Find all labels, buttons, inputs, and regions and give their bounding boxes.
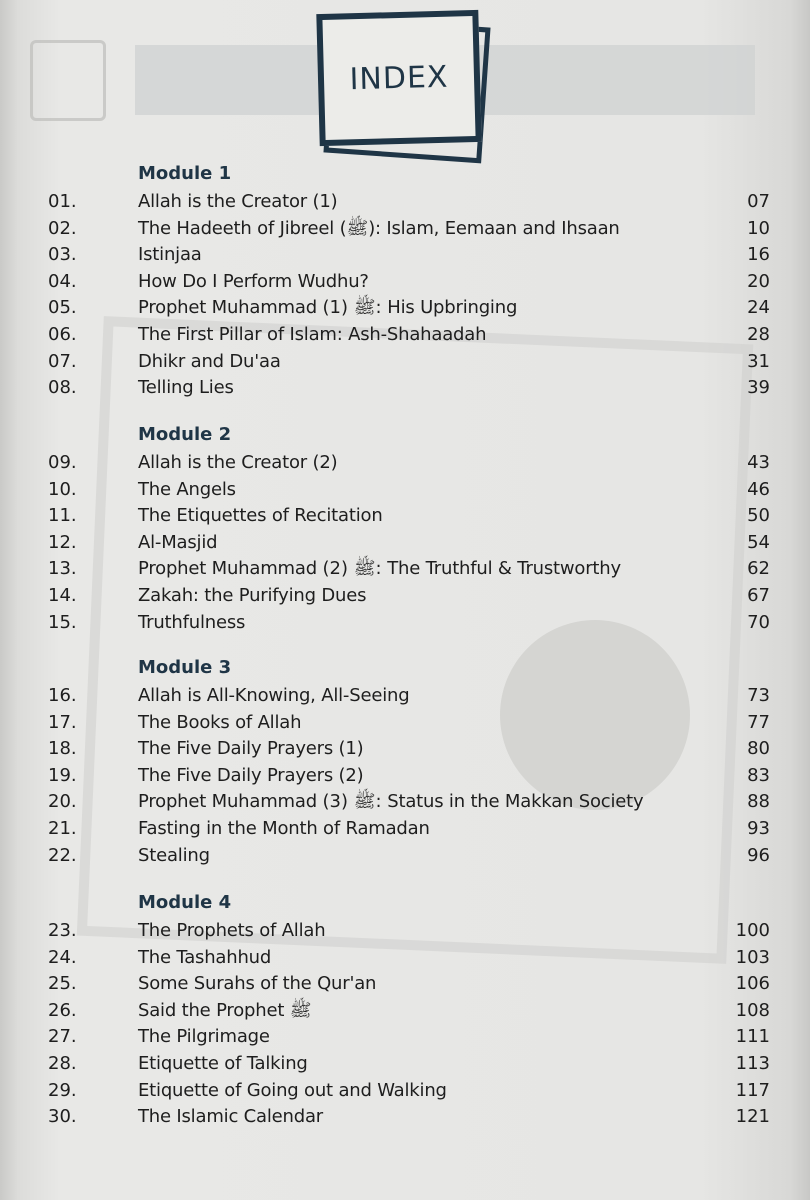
entry-page-number: 83 xyxy=(747,764,770,786)
entry-page-number: 28 xyxy=(747,324,770,345)
toc-entry xyxy=(0,918,810,944)
entry-title: How Do I Perform Wudhu? xyxy=(138,270,369,292)
entry-number: 13. xyxy=(48,558,77,580)
toc-entry xyxy=(0,971,810,997)
toc-entry xyxy=(0,295,810,321)
entry-title: The First Pillar of Islam: Ash-Shahaadah xyxy=(138,324,487,345)
entry-page-number: 117 xyxy=(735,1079,770,1101)
entry-page-number: 80 xyxy=(747,738,770,760)
entry-number: 27. xyxy=(48,1026,77,1048)
toc-entry xyxy=(0,763,810,789)
entry-number: 03. xyxy=(48,244,77,266)
toc-entry xyxy=(0,1024,810,1050)
entry-title: Allah is the Creator (2) xyxy=(138,452,338,473)
toc-entry xyxy=(0,216,810,242)
toc-entry xyxy=(0,1051,810,1077)
entry-number: 07. xyxy=(48,350,77,372)
entry-title: Al-Masjid xyxy=(138,531,218,553)
entry-page-number: 70 xyxy=(747,611,770,633)
entry-number: 14. xyxy=(48,585,77,606)
entry-page-number: 106 xyxy=(735,973,770,995)
entry-title: The Pilgrimage xyxy=(138,1026,270,1048)
entry-number: 11. xyxy=(48,505,77,527)
entry-page-number: 20 xyxy=(747,270,770,292)
entry-title: Said the Prophet ﷺ xyxy=(138,999,312,1021)
entry-title: Stealing xyxy=(138,844,210,866)
entry-title: Some Surahs of the Qur'an xyxy=(138,973,377,995)
entry-title: Prophet Muhammad ﷺ (3): Status in the Makkan Society xyxy=(138,791,644,813)
entry-page-number: 88 xyxy=(747,791,770,813)
entry-page-number: 07 xyxy=(747,191,770,212)
entry-page-number: 31 xyxy=(747,350,770,372)
entry-page-number: 121 xyxy=(735,1106,770,1128)
entry-page-number: 62 xyxy=(747,558,770,580)
entry-number: 26. xyxy=(48,999,77,1021)
entry-title: Istinjaa xyxy=(138,244,202,266)
entry-page-number: 103 xyxy=(735,946,770,968)
entry-number: 17. xyxy=(48,711,77,733)
entry-number: 12. xyxy=(48,531,77,553)
module-heading: Module 4 xyxy=(138,892,232,913)
entry-title: Allah is All-Knowing, All-Seeing xyxy=(138,685,410,706)
toc-entry xyxy=(0,583,810,609)
entry-page-number: 108 xyxy=(735,999,770,1021)
entry-page-number: 96 xyxy=(747,844,770,866)
toc-entry xyxy=(0,816,810,842)
entry-number: 24. xyxy=(48,946,77,968)
entry-number: 20. xyxy=(48,791,77,813)
entry-page-number: 39 xyxy=(747,377,770,399)
entry-title: The Five Daily Prayers (2) xyxy=(138,764,364,786)
toc-entry xyxy=(0,503,810,529)
module-heading: Module 3 xyxy=(138,657,232,678)
entry-title: The Etiquettes of Recitation xyxy=(138,505,383,527)
toc-entry xyxy=(0,945,810,971)
entry-page-number: 100 xyxy=(735,920,770,941)
entry-title: Zakah: the Purifying Dues xyxy=(138,585,367,606)
toc-entry xyxy=(0,843,810,869)
toc-entry xyxy=(0,322,810,348)
toc-entry xyxy=(0,710,810,736)
entry-number: 29. xyxy=(48,1079,77,1101)
entry-number: 18. xyxy=(48,738,77,760)
toc-entry xyxy=(0,242,810,268)
index-title-frame xyxy=(316,10,481,146)
toc-entry xyxy=(0,269,810,295)
entry-page-number: 24 xyxy=(747,297,770,319)
entry-page-number: 73 xyxy=(747,685,770,706)
entry-number: 08. xyxy=(48,377,77,399)
entry-page-number: 77 xyxy=(747,711,770,733)
entry-title: Etiquette of Going out and Walking xyxy=(138,1079,447,1101)
entry-number: 28. xyxy=(48,1053,77,1074)
toc-entry xyxy=(0,189,810,215)
toc-entry xyxy=(0,610,810,636)
entry-number: 16. xyxy=(48,685,77,706)
entry-title: The Hadeeth of Jibreel (ﷺ): Islam, Eemaan and Ihsaan xyxy=(138,217,620,239)
entry-title: Dhikr and Du'aa xyxy=(138,350,281,372)
entry-title: The Books of Allah xyxy=(138,711,302,733)
entry-number: 19. xyxy=(48,764,77,786)
toc-entry xyxy=(0,349,810,375)
entry-number: 01. xyxy=(48,191,77,212)
entry-page-number: 113 xyxy=(735,1053,770,1074)
entry-page-number: 10 xyxy=(747,217,770,239)
entry-title: The Prophets of Allah xyxy=(138,920,326,941)
entry-number: 23. xyxy=(48,920,77,941)
toc-entry xyxy=(0,450,810,476)
entry-title: Prophet Muhammad ﷺ (2): The Truthful & Trustworthy xyxy=(138,558,621,580)
toc-entry xyxy=(0,530,810,556)
entry-title: The Five Daily Prayers (1) xyxy=(138,738,364,760)
toc-entry xyxy=(0,998,810,1024)
toc-entry xyxy=(0,1104,810,1130)
toc-entry xyxy=(0,375,810,401)
entry-number: 25. xyxy=(48,973,77,995)
entry-number: 22. xyxy=(48,844,77,866)
entry-title: Prophet Muhammad ﷺ (1): His Upbringing xyxy=(138,297,518,319)
entry-number: 05. xyxy=(48,297,77,319)
entry-page-number: 50 xyxy=(747,505,770,527)
toc-entry xyxy=(0,477,810,503)
entry-title: Etiquette of Talking xyxy=(138,1053,308,1074)
entry-page-number: 93 xyxy=(747,818,770,839)
entry-title: Fasting in the Month of Ramadan xyxy=(138,818,430,839)
entry-number: 10. xyxy=(48,478,77,500)
entry-title: The Tashahhud xyxy=(138,946,272,968)
entry-number: 15. xyxy=(48,611,77,633)
entry-number: 04. xyxy=(48,270,77,292)
toc-entry xyxy=(0,789,810,815)
entry-page-number: 111 xyxy=(735,1026,770,1048)
entry-title: The Angels xyxy=(138,478,236,500)
entry-page-number: 16 xyxy=(747,244,770,266)
entry-number: 09. xyxy=(48,452,77,473)
entry-number: 06. xyxy=(48,324,77,345)
show-through-number-box xyxy=(30,40,106,121)
entry-number: 30. xyxy=(48,1106,77,1128)
entry-page-number: 54 xyxy=(747,531,770,553)
entry-page-number: 46 xyxy=(747,478,770,500)
toc-entry xyxy=(0,556,810,582)
module-heading: Module 2 xyxy=(138,424,232,445)
index-title: INDEX xyxy=(349,59,449,97)
entry-title: Allah is the Creator (1) xyxy=(138,191,338,212)
entry-number: 02. xyxy=(48,217,77,239)
entry-number: 21. xyxy=(48,818,77,839)
entry-title: Truthfulness xyxy=(138,611,246,633)
toc-entry xyxy=(0,683,810,709)
entry-title: Telling Lies xyxy=(138,377,234,399)
entry-page-number: 67 xyxy=(747,585,770,606)
entry-title: The Islamic Calendar xyxy=(138,1106,324,1128)
entry-page-number: 43 xyxy=(747,452,770,473)
module-heading: Module 1 xyxy=(138,163,232,184)
toc-entry xyxy=(0,736,810,762)
toc-entry xyxy=(0,1078,810,1104)
